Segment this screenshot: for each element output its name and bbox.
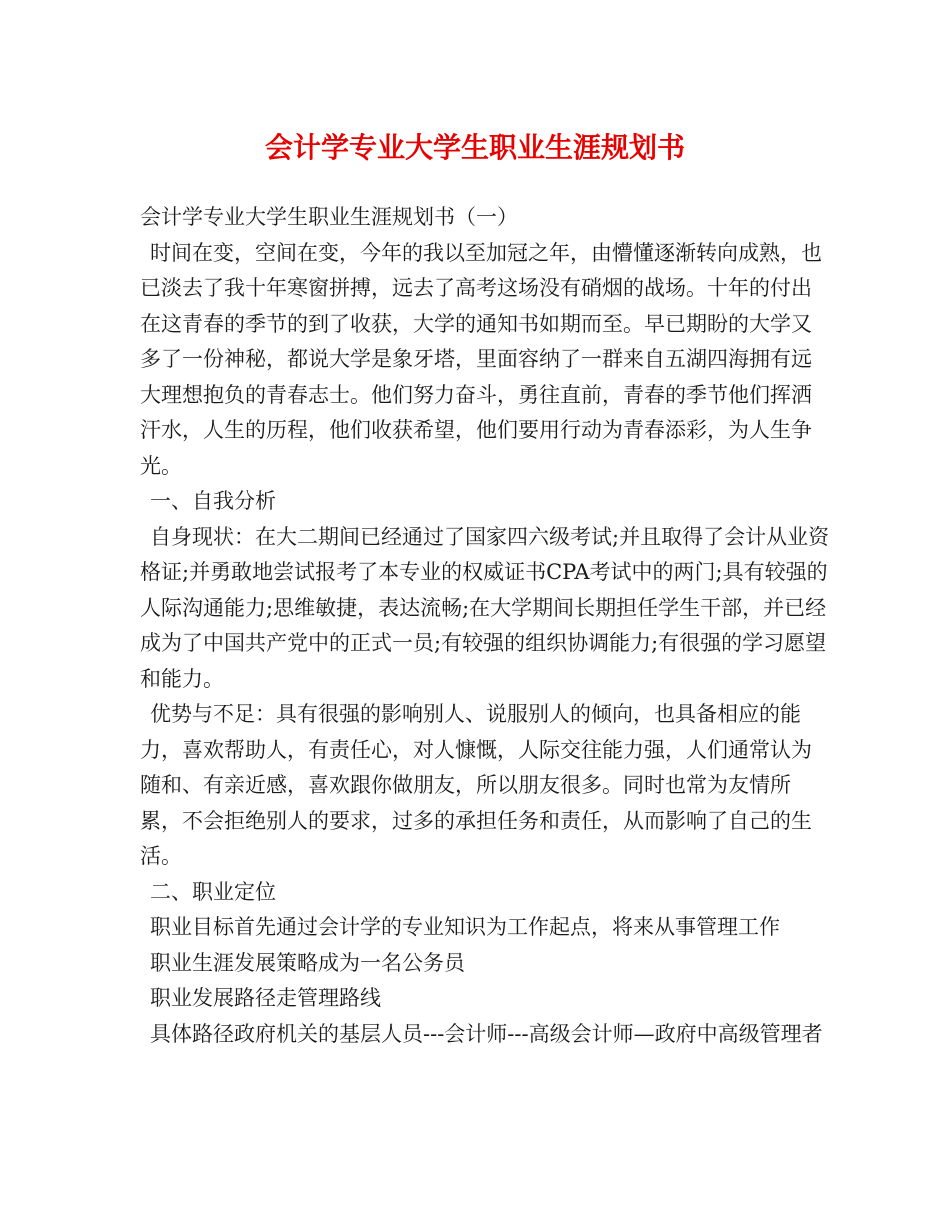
- career-path-line: 职业发展路径走管理路线: [150, 986, 381, 1010]
- strengths-weaknesses-paragraph: 优势与不足：具有很强的影响别人、说服别人的倾向，也具备相应的能力，喜欢帮助人，有责任心，对人慷慨，人际交往能力强，人们通常认为随和、有亲近感，喜欢跟你做朋友，所以朋友很多。同时也常为友情所累，不会拒绝别人的要求，过多的承担任务和责任，从而影响了自己的生活。: [140, 702, 812, 868]
- career-goal-line: 职业目标首先通过会计学的专业知识为工作起点，将来从事管理工作: [150, 915, 780, 939]
- current-status-paragraph: 自身现状：在大二期间已经通过了国家四六级考试;并且取得了会计从业资格证;并勇敢地尝试报考了本专业的权威证书CPA考试中的两门;具有较强的人际沟通能力;思维敏捷，表达流畅;在大学期间长期担任学生干部，并已经成为了中国共产党中的正式一员;有较强的组织协调能力;有很强的学习愿望和能力。: [140, 524, 830, 691]
- document-body: [140, 200, 830, 1052]
- section-heading-career-positioning: 二、职业定位: [150, 879, 276, 904]
- document-title: 会计学专业大学生职业生涯规划书: [264, 131, 685, 164]
- career-strategy-line: 职业生涯发展策略成为一名公务员: [150, 950, 465, 975]
- intro-paragraph: 时间在变，空间在变，今年的我以至加冠之年，由懵懂逐渐转向成熟，也已淡去了我十年寒窗拼搏，远去了高考这场没有硝烟的战场。十年的付出在这青春的季节的到了收获，大学的通知书如期而至。早已期盼的大学又多了一份神秘，都说大学是象牙塔，里面容纳了一群来自五湖四海拥有远大理想抱负的青春志士。他们努力奋斗，勇往直前，青春的季节他们挥洒汗水，人生的历程，他们收获希望，他们要用行动为青春添彩，为人生争光。: [140, 240, 822, 478]
- section-heading-self-analysis: 一、自我分析: [150, 489, 276, 513]
- subtitle-paragraph: 会计学专业大学生职业生涯规划书（一）: [140, 205, 518, 229]
- specific-path-paragraph: 具体路径政府机关的基层人员---会计师---高级会计师—政府中高级管理者: [150, 1021, 823, 1046]
